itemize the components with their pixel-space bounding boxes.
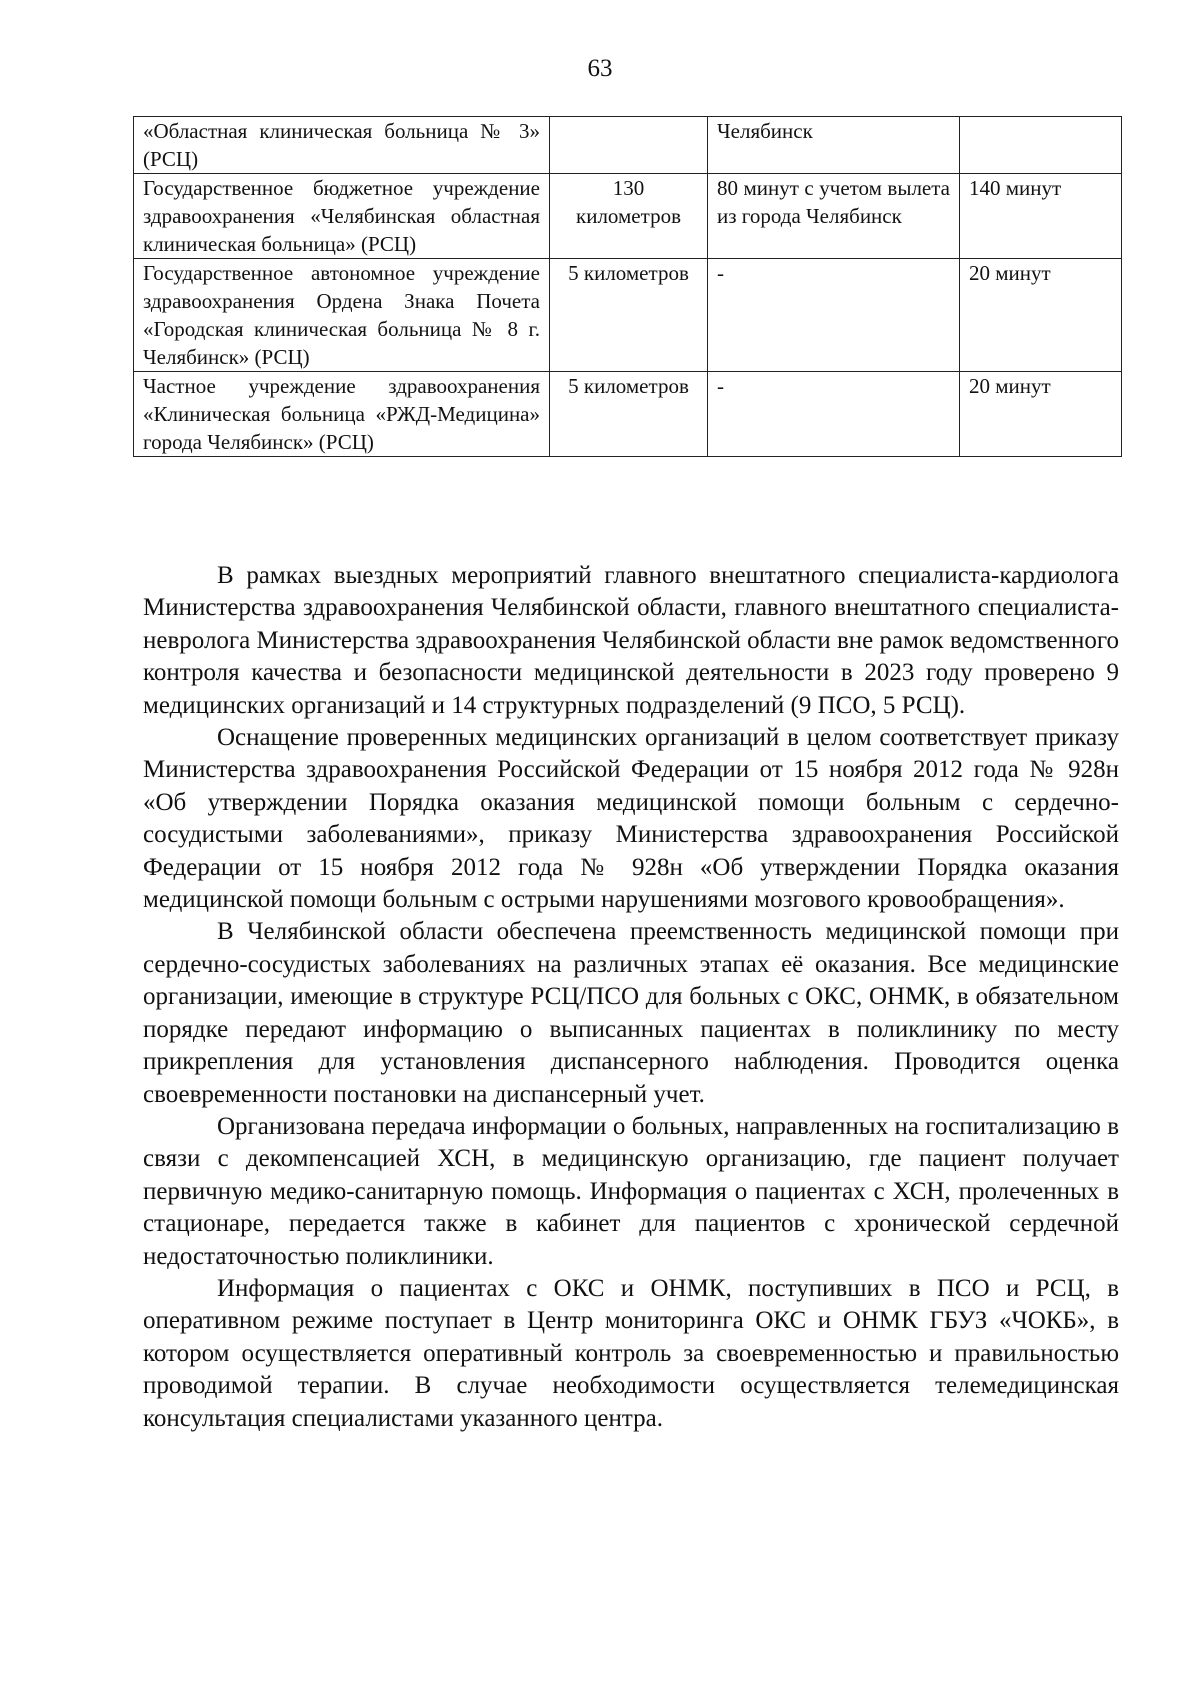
table-row bbox=[134, 372, 1122, 457]
page-number: 63 bbox=[587, 55, 613, 82]
travel-time-cell: 20 минут bbox=[960, 259, 1122, 372]
paragraph: В рамках выездных мероприятий главного внештатного специалиста-кардиолога Министерства здравоохранения Челябинской области, главного внештатного специалиста-невролога Министерства здравоохранения Челябинской области вне рамок ведомственного контроля качества и безопасности медицинской деятельности в 2023 году проверено 9 медицинских организаций и 14 структурных подразделений (9 ПСО, 5 РСЦ). bbox=[143, 562, 1119, 719]
flight-time-cell: - bbox=[708, 259, 960, 372]
paragraph: Оснащение проверенных медицинских организаций в целом соответствует приказу Министерства здравоохранения Российской Федерации от 15 ноября 2012 года № 928н «Об утверждении Порядка оказания медицинской помощи больным с сердечно-сосудистыми заболеваниями», приказу Министерства здравоохранения Российской Федерации от 15 ноября 2012 года № 928н «Об утверждении Порядка оказания медицинской помощи больным с острыми нарушениями мозгового кровообращения». bbox=[143, 724, 1119, 914]
travel-time-cell bbox=[960, 117, 1122, 174]
table-row bbox=[134, 174, 1122, 259]
paragraph: В Челябинской области обеспечена преемственность медицинской помощи при сердечно-сосудистых заболеваниях на различных этапах её оказания. Все медицинские организации, имеющие в структуре РСЦ/ПСО для больных с ОКС, ОНМК, в обязательном порядке передают информацию о выписанных пациентах в поликлинику по месту прикрепления для установления диспансерного наблюдения. Проводится оценка своевременности постановки на диспансерный учет. bbox=[143, 918, 1119, 1108]
paragraph: Организована передача информации о больных, направленных на госпитализацию в связи с декомпенсацией ХСН, в медицинскую организацию, где пациент получает первичную медико-санитарную помощь. Информация о пациентах с ХСН, пролеченных в стационаре, передается также в кабинет для пациентов с хронической сердечной недостаточностью поликлиники. bbox=[143, 1112, 1119, 1270]
body-text bbox=[143, 560, 1119, 1435]
facility-name-cell: Государственное бюджетное учреждение здравоохранения «Челябинская областная клиническая больница» (РСЦ) bbox=[134, 174, 550, 259]
distance-cell: 5 километров bbox=[550, 372, 708, 457]
flight-time-cell: Челябинск bbox=[708, 117, 960, 174]
flight-time-cell: 80 минут с учетом вылета из города Челябинск bbox=[708, 174, 960, 259]
flight-time-cell: - bbox=[708, 372, 960, 457]
facility-name-cell: Частное учреждение здравоохранения «Клиническая больница «РЖД-Медицина» города Челябинск» (РСЦ) bbox=[134, 372, 550, 457]
facility-name-cell: Государственное автономное учреждение здравоохранения Ордена Знака Почета «Городская клиническая больница № 8 г. Челябинск» (РСЦ) bbox=[134, 259, 550, 372]
table-row bbox=[134, 117, 1122, 174]
travel-time-cell: 140 минут bbox=[960, 174, 1122, 259]
facility-name-cell: «Областная клиническая больница № 3» (РСЦ) bbox=[134, 117, 550, 174]
facilities-table bbox=[133, 116, 1122, 457]
distance-cell bbox=[550, 117, 708, 174]
distance-cell: 5 километров bbox=[550, 259, 708, 372]
travel-time-cell: 20 минут bbox=[960, 372, 1122, 457]
distance-cell: 130 километров bbox=[550, 174, 708, 259]
paragraph: Информация о пациентах с ОКС и ОНМК, поступивших в ПСО и РСЦ, в оперативном режиме поступает в Центр мониторинга ОКС и ОНМК ГБУЗ «ЧОКБ», в котором осуществляется оперативный контроль за своевременностью и правильностью проводимой терапии. В случае необходимости осуществляется телемедицинская консультация специалистами указанного центра. bbox=[143, 1274, 1119, 1432]
table-row bbox=[134, 259, 1122, 372]
